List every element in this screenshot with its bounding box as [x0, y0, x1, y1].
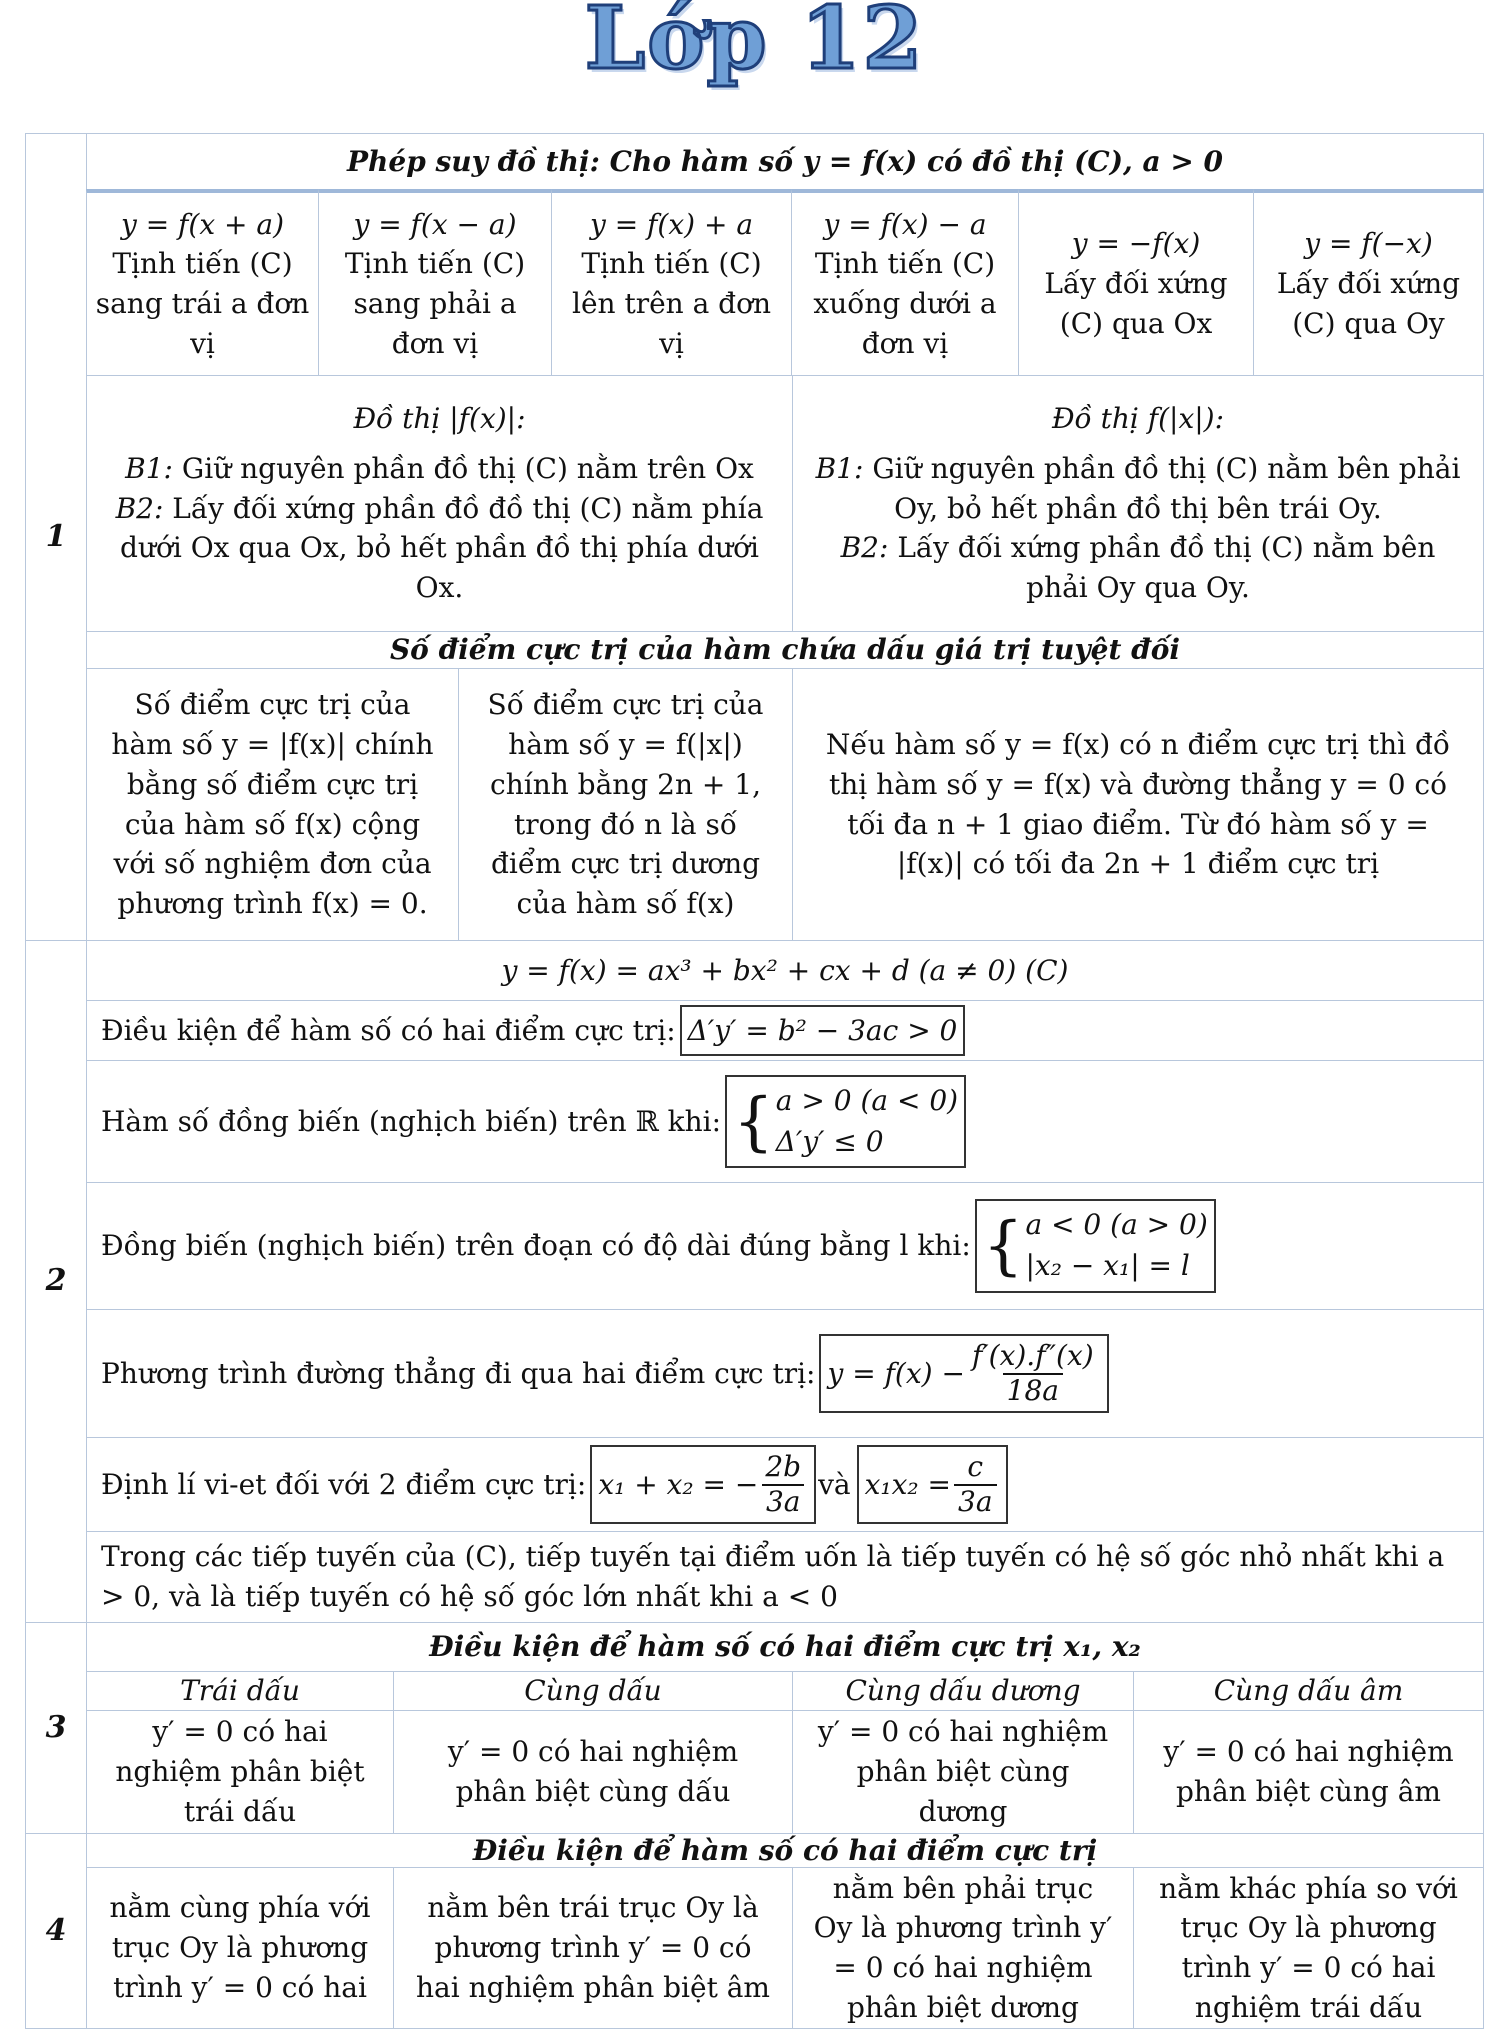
- condition-cell: nằm bên phải trục Oy là phương trình y′ = 0 có hai nghiệm phân biệt dương: [792, 1867, 1134, 2029]
- condition-cell: nằm bên trái trục Oy là phương trình y′ = 0 có hai nghiệm phân biệt âm: [393, 1867, 793, 2029]
- section-header: Phép suy đồ thị: Cho hàm số y = f(x) có đồ thị (C), a > 0: [86, 133, 1484, 191]
- transform-cell: y = f(x + a) Tịnh tiến (C) sang trái a đơn vị: [86, 189, 319, 376]
- formula-box: y = f(x) − $\frac{f'(x).f''(x)}{18a}$: [819, 1334, 1108, 1412]
- column-title: Trái dấu: [86, 1671, 394, 1711]
- condition-row: Hàm số đồng biến (nghịch biến) trên ℝ khi: { a > 0 (a < 0) Δ′y′ ≤ 0: [86, 1060, 1484, 1183]
- section-header: Điều kiện để hàm số có hai điểm cực trị x₁, x₂: [86, 1622, 1484, 1672]
- transform-cell: y = f(−x) Lấy đối xứng (C) qua Oy: [1253, 189, 1484, 376]
- condition-row: Đồng biến (nghịch biến) trên đoạn có độ dài đúng bằng l khi: { a < 0 (a > 0) |x₂ − x₁| = l: [86, 1182, 1484, 1310]
- transform-cell: y = f(x − a) Tịnh tiến (C) sang phải a đơn vị: [318, 189, 552, 376]
- condition-cell: y′ = 0 có hai nghiệm phân biệt trái dấu: [86, 1710, 394, 1834]
- extrema-cell: Số điểm cực trị của hàm số y = |f(x)| chính bằng số điểm cực trị của hàm số f(x) cộng với số nghiệm đơn của phương trình f(x) = 0.: [86, 668, 459, 941]
- column-title: Cùng dấu: [393, 1671, 793, 1711]
- formula-box: x₁ + x₂ = − $\frac{2b}{3a}$: [590, 1445, 816, 1523]
- transform-cell: y = −f(x) Lấy đối xứng (C) qua Ox: [1018, 189, 1254, 376]
- extrema-cell: Nếu hàm số y = f(x) có n điểm cực trị thì đồ thị hàm số y = f(x) và đường thẳng y = 0 có tối đa n + 1 giao điểm. Từ đó hàm số y = |f(x)| có tối đa 2n + 1 điểm cực trị: [792, 668, 1484, 941]
- section-number: 1: [25, 133, 87, 941]
- abs-graph-cell: Đồ thị |f(x)|: B1: Giữ nguyên phần đồ thị (C) nằm trên Ox B2: Lấy đối xứng phần đồ đồ thị (C) nằm phía dưới Ox qua Ox, bỏ hết phần đồ thị phía dưới Ox.: [86, 375, 793, 632]
- condition-cell: nằm khác phía so với trục Oy là phương trình y′ = 0 có hai nghiệm trái dấu: [1133, 1867, 1484, 2029]
- section-header: Điều kiện để hàm số có hai điểm cực trị: [86, 1833, 1484, 1868]
- column-title: Cùng dấu dương: [792, 1671, 1134, 1711]
- condition-cell: y′ = 0 có hai nghiệm phân biệt cùng âm: [1133, 1710, 1484, 1834]
- transform-cell: y = f(x) − a Tịnh tiến (C) xuống dưới a đơn vị: [791, 189, 1019, 376]
- section-header: y = f(x) = ax³ + bx² + cx + d (a ≠ 0) (C): [86, 940, 1484, 1001]
- condition-row: Điều kiện để hàm số có hai điểm cực trị: Δ′y′ = b² − 3ac > 0: [86, 1000, 1484, 1061]
- formula-box: { a > 0 (a < 0) Δ′y′ ≤ 0: [725, 1075, 966, 1168]
- formula-box: Δ′y′ = b² − 3ac > 0: [680, 1005, 966, 1057]
- formula-box: { a < 0 (a > 0) |x₂ − x₁| = l: [975, 1199, 1216, 1292]
- extrema-header: Số điểm cực trị của hàm chứa dấu giá trị tuyệt đối: [86, 631, 1484, 669]
- condition-row: Phương trình đường thẳng đi qua hai điểm cực trị: y = f(x) − $\frac{f'(x).f''(x)}{18a}$: [86, 1309, 1484, 1438]
- section-number: 3: [25, 1622, 87, 1834]
- page-title: Lớp 12: [584, 0, 925, 89]
- condition-row: Định lí vi-et đối với 2 điểm cực trị: x₁ + x₂ = − $\frac{2b}{3a}$ và x₁x₂ = $\frac{c}{3a}$: [86, 1437, 1484, 1532]
- transform-cell: y = f(x) + a Tịnh tiến (C) lên trên a đơn vị: [551, 189, 792, 376]
- extrema-cell: Số điểm cực trị của hàm số y = f(|x|) chính bằng 2n + 1, trong đó n là số điểm cực trị dương của hàm số f(x): [458, 668, 793, 941]
- section-number: 2: [25, 940, 87, 1623]
- condition-cell: nằm cùng phía với trục Oy là phương trình y′ = 0 có hai: [86, 1867, 394, 2029]
- abs-x-graph-cell: Đồ thị f(|x|): B1: Giữ nguyên phần đồ thị (C) nằm bên phải Oy, bỏ hết phần đồ thị bên trái Oy. B2: Lấy đối xứng phần đồ thị (C) nằm bên phải Oy qua Oy.: [792, 375, 1484, 632]
- condition-cell: y′ = 0 có hai nghiệm phân biệt cùng dương: [792, 1710, 1134, 1834]
- section-number: 4: [25, 1833, 87, 2029]
- condition-cell: y′ = 0 có hai nghiệm phân biệt cùng dấu: [393, 1710, 793, 1834]
- column-title: Cùng dấu âm: [1133, 1671, 1484, 1711]
- formula-box: x₁x₂ = $\frac{c}{3a}$: [857, 1445, 1008, 1523]
- tangent-note: Trong các tiếp tuyến của (C), tiếp tuyến tại điểm uốn là tiếp tuyến có hệ số góc nhỏ nhất khi a > 0, và là tiếp tuyến có hệ số góc lớn nhất khi a < 0: [86, 1531, 1484, 1623]
